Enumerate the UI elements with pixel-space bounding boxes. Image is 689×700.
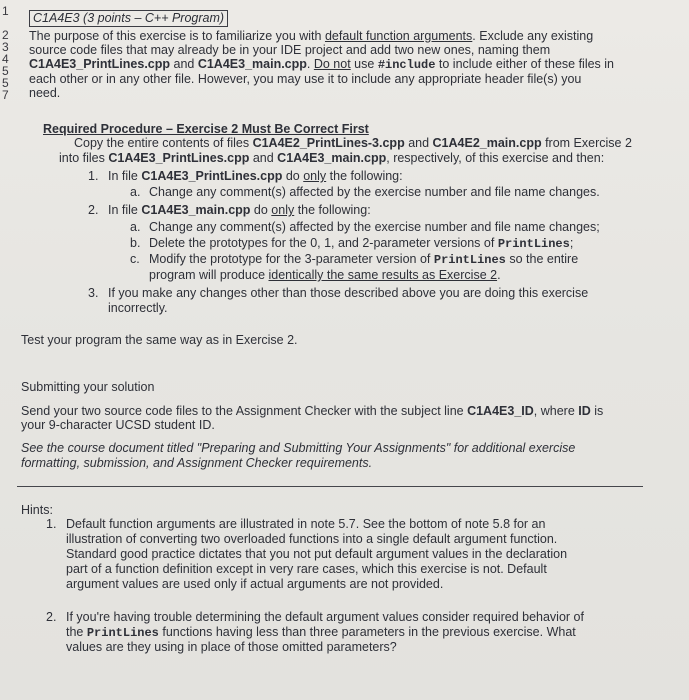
- hint-1-line: Default function arguments are illustrated in note 5.7. See the bottom of note 5.8 for an: [66, 517, 546, 531]
- submitting-heading: Submitting your solution: [21, 380, 155, 394]
- test-instruction: Test your program the same way as in Exercise 2.: [21, 333, 298, 347]
- hint-2-line-3: values are they using in place of those omitted parameters?: [66, 640, 397, 654]
- line-number: 2: [2, 28, 9, 42]
- step-2b-text: Delete the prototypes for the 0, 1, and 2-parameter versions of PrintLines;: [149, 236, 574, 251]
- default-args-link: default function arguments: [324, 29, 473, 43]
- line-number: 3: [2, 40, 9, 54]
- step-1-text: In file C1A4E3_PrintLines.cpp do only the following:: [108, 169, 403, 183]
- intro-line-5: need.: [29, 86, 61, 100]
- step-3-number: 3.: [88, 286, 99, 300]
- procedure-line-1: Copy the entire contents of files C1A4E2_PrintLines-3.cpp and C1A4E2_main.cpp from Exercise 2: [74, 136, 632, 150]
- step-2a-number: a.: [130, 220, 141, 234]
- line-number: 1: [2, 4, 9, 18]
- hint-1-number: 1.: [46, 517, 57, 531]
- step-2b-number: b.: [130, 236, 141, 250]
- step-1a-text: Change any comment(s) affected by the exercise number and file name changes.: [149, 185, 600, 199]
- line-number: 4: [2, 52, 9, 66]
- hints-heading: Hints:: [21, 503, 53, 517]
- hint-2-line-1: If you're having trouble determining the default argument values consider required behavior of: [66, 610, 584, 624]
- step-2-number: 2.: [88, 203, 99, 217]
- line-number: 5: [2, 64, 9, 78]
- step-2c-text-line-2: program will produce identically the same results as Exercise 2.: [149, 268, 501, 282]
- hint-2-line-2: the PrintLines functions having less than three parameters in the previous exercise. What: [66, 625, 576, 640]
- line-number-gutter: [0, 6, 14, 102]
- procedure-line-2: into files C1A4E3_PrintLines.cpp and C1A4E3_main.cpp, respectively, of this exercise and then:: [59, 151, 605, 165]
- hint-1-line: argument values are used only if actual arguments are not provided.: [66, 577, 444, 591]
- step-2c-number: c.: [130, 252, 140, 266]
- hint-1-line: illustration of converting two overloaded functions into a single default argument function.: [66, 532, 558, 546]
- section-divider: [17, 486, 643, 487]
- step-2a-text: Change any comment(s) affected by the exercise number and file name changes;: [149, 220, 600, 234]
- submitting-line-1: Send your two source code files to the Assignment Checker with the subject line C1A4E3_ID, where ID is: [21, 404, 604, 418]
- intro-line-3: C1A4E3_PrintLines.cpp and C1A4E3_main.cpp. Do not use #include to include either of these files in: [29, 57, 614, 72]
- hint-1-line: part of a function definition except in very rare cases, which this exercise is not. Default: [66, 562, 547, 576]
- intro-line-4: each other or in any other file. However, you may use it to include any appropriate header file(s) you: [29, 72, 582, 86]
- step-1a-number: a.: [130, 185, 141, 199]
- line-number: 5: [2, 76, 9, 90]
- intro-line-2: source code files that may already be in your IDE project and add two new ones, naming them: [29, 43, 551, 57]
- submitting-line-2: your 9-character UCSD student ID.: [21, 418, 215, 432]
- line-number: 7: [2, 88, 9, 102]
- hint-1-line: Standard good practice dictates that you not put default argument values in the declaration: [66, 547, 568, 561]
- step-3-line-1: If you make any changes other than those described above you are doing this exercise: [108, 286, 589, 300]
- step-1-number: 1.: [88, 169, 99, 183]
- procedure-heading: Required Procedure – Exercise 2 Must Be Correct First: [43, 122, 369, 136]
- exercise-title: C1A4E3 (3 points – C++ Program): [29, 10, 228, 27]
- submitting-line-3: See the course document titled "Preparing and Submitting Your Assignments" for additional exercise: [21, 441, 576, 455]
- submitting-line-4: formatting, submission, and Assignment Checker requirements.: [21, 456, 373, 470]
- step-2-text: In file C1A4E3_main.cpp do only the following:: [108, 203, 371, 217]
- intro-line-1: The purpose of this exercise is to familiarize you with default function arguments. Exclude any existing: [29, 29, 594, 43]
- step-2c-text: Modify the prototype for the 3-parameter version of PrintLines so the entire: [149, 252, 579, 267]
- step-3-line-2: incorrectly.: [108, 301, 168, 315]
- hint-2-number: 2.: [46, 610, 57, 624]
